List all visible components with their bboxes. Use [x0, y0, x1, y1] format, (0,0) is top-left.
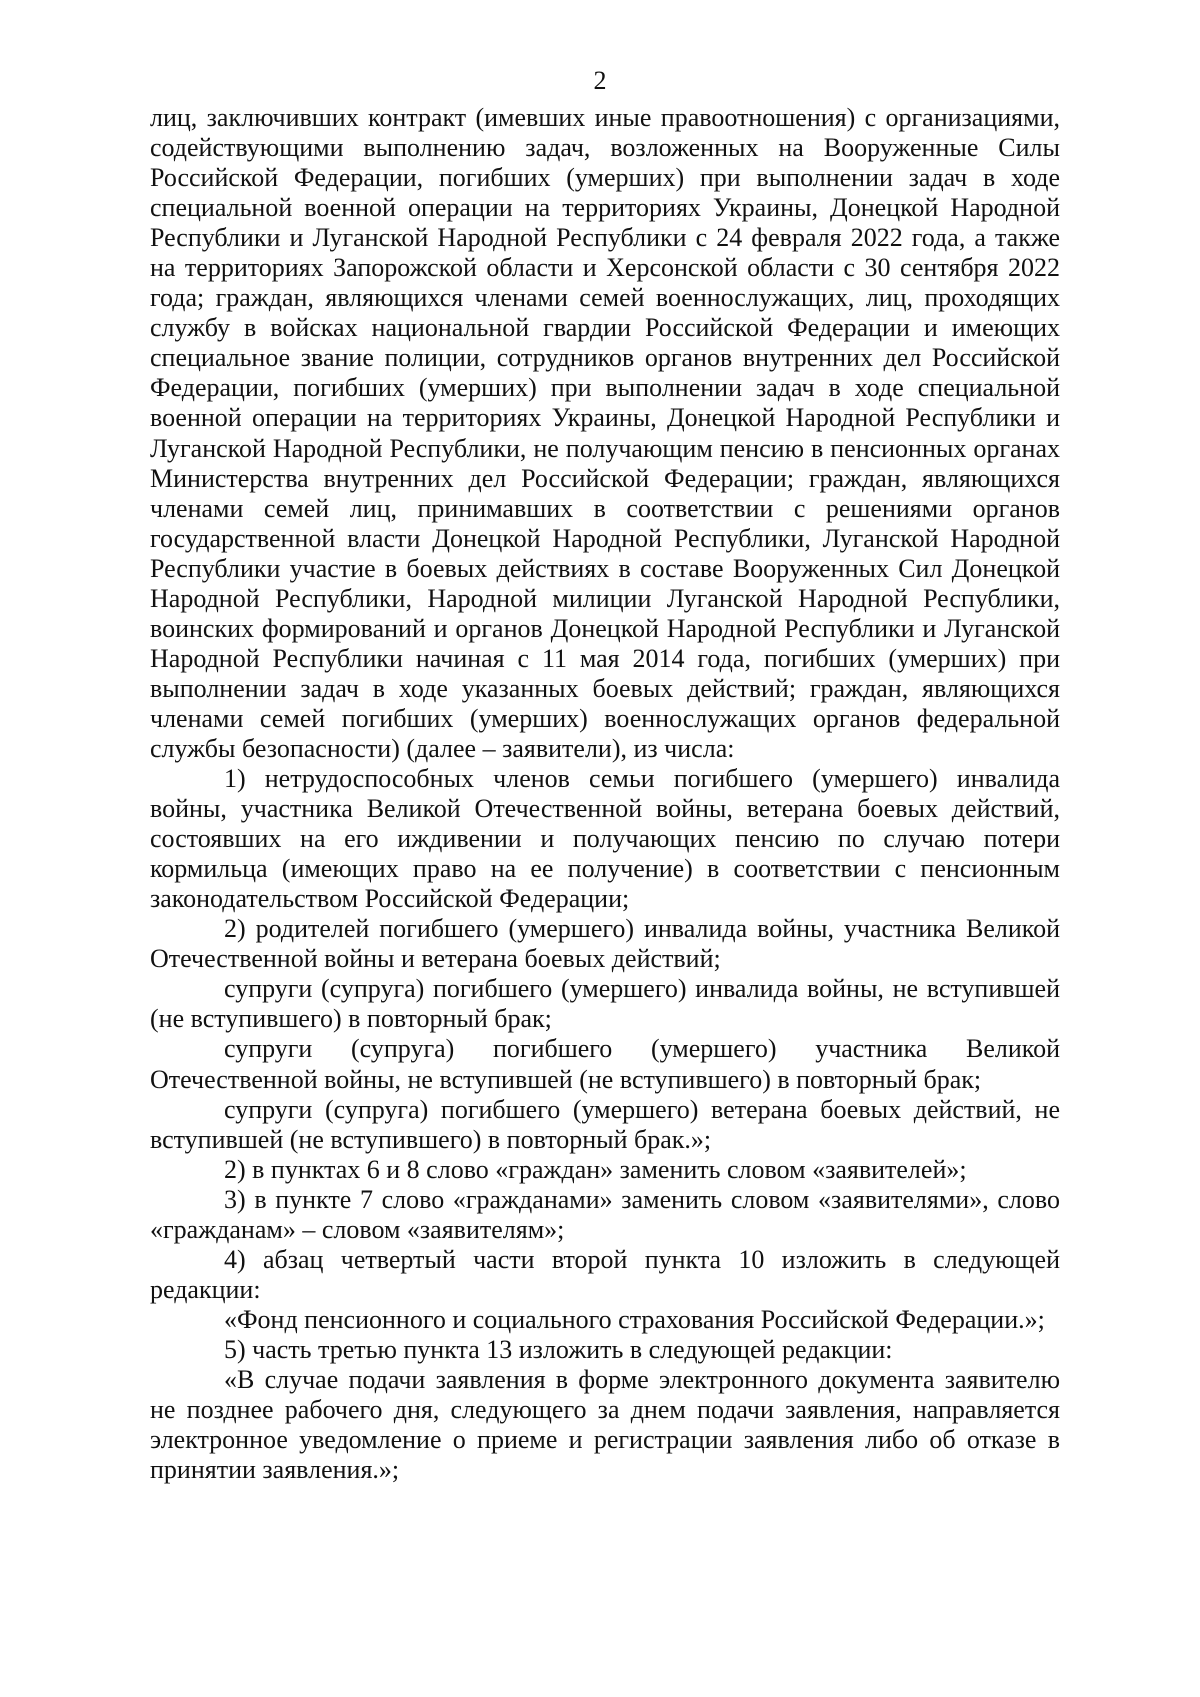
page-number: 2 [593, 66, 607, 95]
paragraph-amendment-2: 2) в пунктах 6 и 8 слово «граждан» заменить словом «заявителей»; [224, 1154, 967, 1184]
paragraph-spouse-invalid: супруги (супруга) погибшего (умершего) инвалида войны, не вступившей (не вступившего) в повторный брак; [150, 974, 1060, 1034]
paragraph-item-2: 2) родителей погибшего (умершего) инвалида войны, участника Великой Отечественной войны и ветерана боевых действий; [150, 914, 1060, 974]
paragraph-continuation: лиц, заключивших контракт (имевших иные правоотношения) с организациями, содействующими выполнению задач, возложенных на Вооруженные Силы Российской Федерации, погибших (умерших) при выполнении задач в ходе специальной военной операции на территориях Украины, Донецкой Народной Республики и Луганской Народной Республики с 24 февраля 2022 года, а также на территориях Запорожской области и Херсонской области с 30 сентября 2022 года; граждан, являющихся членами семей военнослужащих, лиц, проходящих службу в войсках национальной гвардии Российской Федерации и имеющих специальное звание полиции, сотрудников органов внутренних дел Российской Федерации, погибших (умерших) при выполнении задач в ходе специальной военной операции на территориях Украины, Донецкой Народной Республики и Луганской Народной Республики, не получающим пенсию в пенсионных органах Министерства внутренних дел Российской Федерации; граждан, являющихся членами семей лиц, принимавших в соответствии с решениями органов государственной власти Донецкой Народной Республики, Луганской Народной Республики участие в боевых действиях в составе Вооруженных Сил Донецкой Народной Республики, Народной милиции Луганской Народной Республики, воинских формирований и органов Донецкой Народной Республики и Луганской Народной Республики начиная с 11 мая 2014 года, погибших (умерших) при выполнении задач в ходе указанных боевых действий; граждан, являющихся членами семей погибших (умерших) военнослужащих органов федеральной службы безопасности) (далее – заявители), из числа: [150, 103, 1060, 763]
paragraph-amendment-3: 3) в пункте 7 слово «гражданами» заменить словом «заявителями», слово «гражданам» – словом «заявителям»; [150, 1184, 1060, 1244]
paragraph-spouse-veteran: супруги (супруга) погибшего (умершего) ветерана боевых действий, не вступившей (не вступившего) в повторный брак.»; [150, 1094, 1060, 1154]
paragraph-item-1: 1) нетрудоспособных членов семьи погибшего (умершего) инвалида войны, участника Великой Отечественной войны, ветерана боевых действий, состоявших на его иждивении и получающих пенсию по случаю потери кормильца (имеющих право на ее получение) в соответствии с пенсионным законодательством Российской Федерации; [150, 764, 1060, 914]
paragraph-spouse-participant: супруги (супруга) погибшего (умершего) участника Великой Отечественной войны, не вступившей (не вступившего) в повторный брак; [150, 1034, 1060, 1094]
paragraph-amendment-5-text: «В случае подачи заявления в форме электронного документа заявителю не позднее рабочего дня, следующего за днем подачи заявления, направляется электронное уведомление о приеме и регистрации заявления либо об отказе в принятии заявления.»; [150, 1364, 1060, 1485]
paragraph-amendment-5: 5) часть третью пункта 13 изложить в следующей редакции: [224, 1334, 893, 1364]
paragraph-amendment-4-text: «Фонд пенсионного и социального страхования Российской Федерации.»; [224, 1304, 1045, 1334]
document-body [150, 103, 1060, 1485]
paragraph-amendment-4: 4) абзац четвертый части второй пункта 10 изложить в следующей редакции: [150, 1244, 1060, 1304]
